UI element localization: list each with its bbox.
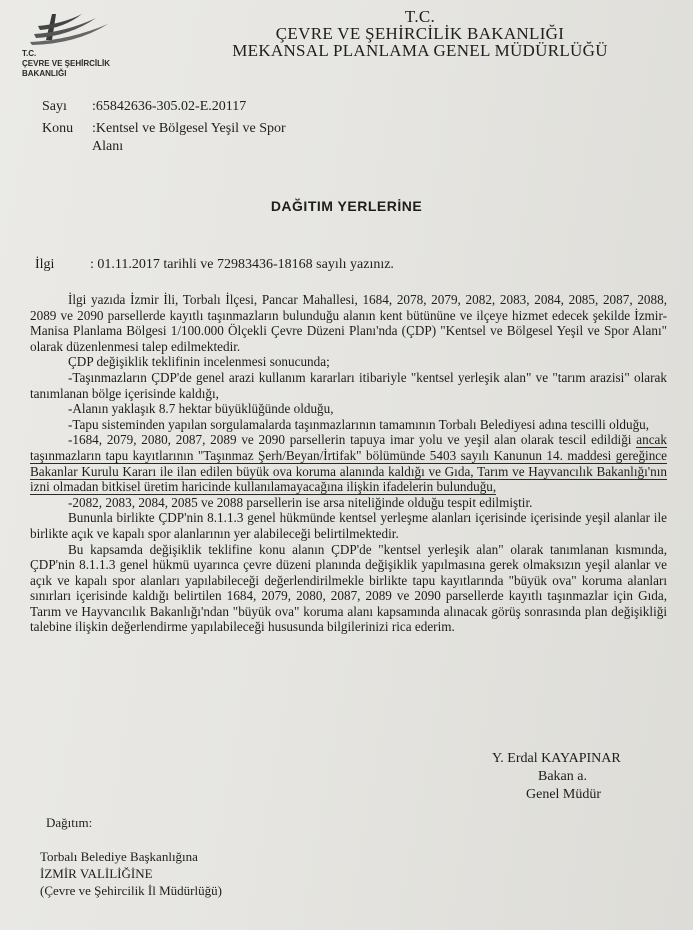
ministry-logo: [22, 6, 122, 79]
ilgi-value: : 01.11.2017 tarihli ve 72983436-18168 sayılı yazınız.: [90, 257, 394, 272]
distribution-item: Torbalı Belediye Başkanlığına: [40, 849, 198, 864]
signatory-name: Y. Erdal KAYAPINAR: [492, 751, 621, 766]
konu-row: [42, 120, 286, 138]
header-ministry: ÇEVRE VE ŞEHİRCİLİK BAKANLIĞI: [275, 24, 565, 43]
sayi-row: [42, 98, 286, 116]
paragraph-request: İlgi yazıda İzmir İli, Torbalı İlçesi, Pancar Mahallesi, 1684, 2078, 2079, 2082, 2083, 2084, 2085, 2087, 2088, 2089 ve 2090 parsellerde kayıtlı taşınmazların bulunduğu alanın kent bütününe ve ilçeye hizmet edecek şekilde İzmir-Manisa Planlama Bölgesi 1/100.000 Ölçekli Çevre Düzeni Planı'nda (ÇDP) "Kentsel ve Bölgesel Yeşil ve Spor Alanı" olarak düzenlenmesi talep edilmektedir.: [30, 292, 667, 354]
paragraph-review-intro: ÇDP değişiklik teklifinin incelenmesi sonucunda;: [68, 354, 330, 370]
document-meta: [42, 98, 286, 156]
logo-text-tc: T.C.: [22, 49, 37, 58]
distribution-item: (Çevre ve Şehircilik İl Müdürlüğü): [40, 883, 222, 898]
logo-text-bakanligi: BAKANLIĞI: [22, 69, 67, 78]
signatory-on-behalf: Bakan a.: [538, 769, 587, 784]
parcels-registered-text: -1684, 2079, 2080, 2087, 2089 ve 2090 parsellerin tapuya imar yolu ve yeşil alan olarak tescil edildiği: [68, 432, 632, 448]
paragraph-title-deed: -Tapu sisteminden yapılan sorgulamalarda taşınmazlarının tamamının Torbalı Belediyesi adına tescilli olduğu,: [68, 416, 650, 432]
letter-body: [30, 292, 667, 635]
signature-block: [492, 750, 621, 804]
paragraph-general-provision: Bununla birlikte ÇDP'nin 8.1.1.3 genel hükmünde kentsel yerleşme alanları içerisinde içerisinde yeşil alanlar ile birlikte açık ve kapalı spor alanlarının yer alabileceği belirtilmektedir.: [30, 510, 667, 541]
sayi-label: Sayı: [42, 99, 67, 114]
konu-label: Konu: [42, 121, 74, 136]
ilgi-label: İlgi: [35, 257, 55, 272]
paragraph-area-size: -Alanın yaklaşık 8.7 hektar büyüklüğünde olduğu,: [68, 401, 334, 417]
paragraph-parcels-registered: [30, 432, 667, 494]
distribution-item: İZMİR VALİLİĞİNE: [40, 866, 153, 881]
distribution-list: [40, 814, 222, 899]
letterhead: [150, 8, 690, 59]
logo-text-ministry: ÇEVRE VE ŞEHİRCİLİK: [22, 59, 111, 68]
paragraph-plot-parcels: -2082, 2083, 2084, 2085 ve 2088 parsellerin ise arsa niteliğinde olduğu tespit edilmiştir.: [68, 494, 533, 510]
signatory-title: Genel Müdür: [526, 787, 602, 802]
underlined-restriction-text: ancak taşınmazların tapu kayıtlarının "Taşınmaz Şerh/Beyan/İrtifak" bölümünde 5403 sayılı Kanunun 14. maddesi gereğince Bakanlar Kurulu Kararı ile ilan edilen büyük ova koruma alanında kaldığı ve Gıda, Tarım ve Hayvancılık Bakanlığı'nın izni olmadan bitkisel üretim haricinde kullanılamayacağına ilişkin ifadelerin bulunduğu,: [30, 432, 667, 495]
document-title: DAĞITIM YERLERİNE: [270, 198, 423, 214]
paragraph-land-use: -Taşınmazların ÇDP'de genel arazi kullanım kararları itibariyle "kentsel yerleşik alan" ve "tarım arazisi" olarak tanımlanan bölge içerisinde kaldığı,: [30, 369, 667, 401]
konu-value: :Kentsel ve Bölgesel Yeşil ve Spor: [92, 121, 286, 136]
ministry-emblem-icon: [22, 6, 114, 46]
header-directorate: MEKANSAL PLANLAMA GENEL MÜDÜRLÜĞÜ: [232, 41, 608, 60]
sayi-value: :65842636-305.02-E.20117: [92, 99, 247, 114]
header-tc: T.C.: [404, 7, 436, 26]
paragraph-conclusion: Bu kapsamda değişiklik teklifine konu alanın ÇDP'de "kentsel yerleşik alan" olarak tanımlanan kısmında, ÇDP'nin 8.1.1.3 genel hükmü uyarınca çevre düzeni planında değişiklik yapılmasına gerek olmaksızın yeşil alanlar ve açık ve kapalı spor alanları yapılabileceği değerlendirilmekle birlikte tapu kayıtlarında "büyük ova" koruma alanları sınırları içerisinde kaldığı belirtilen 1684, 2079, 2080, 2087, 2089 ve 2090 parsellerde kayıtlı taşınmazlar için Gıda, Tarım ve Hayvancılık Bakanlığı'ndan "büyük ova" koruma alanı kapsamında alınacak görüş sonrasında plan değişikliği talebine ilişkin değerlendirme yapılabileceği hususunda bilgilerinizi rica ederim.: [30, 541, 667, 635]
konu-value-continued: Alanı: [92, 139, 124, 154]
reference-line: [35, 257, 394, 273]
distribution-label: Dağıtım:: [46, 815, 93, 830]
